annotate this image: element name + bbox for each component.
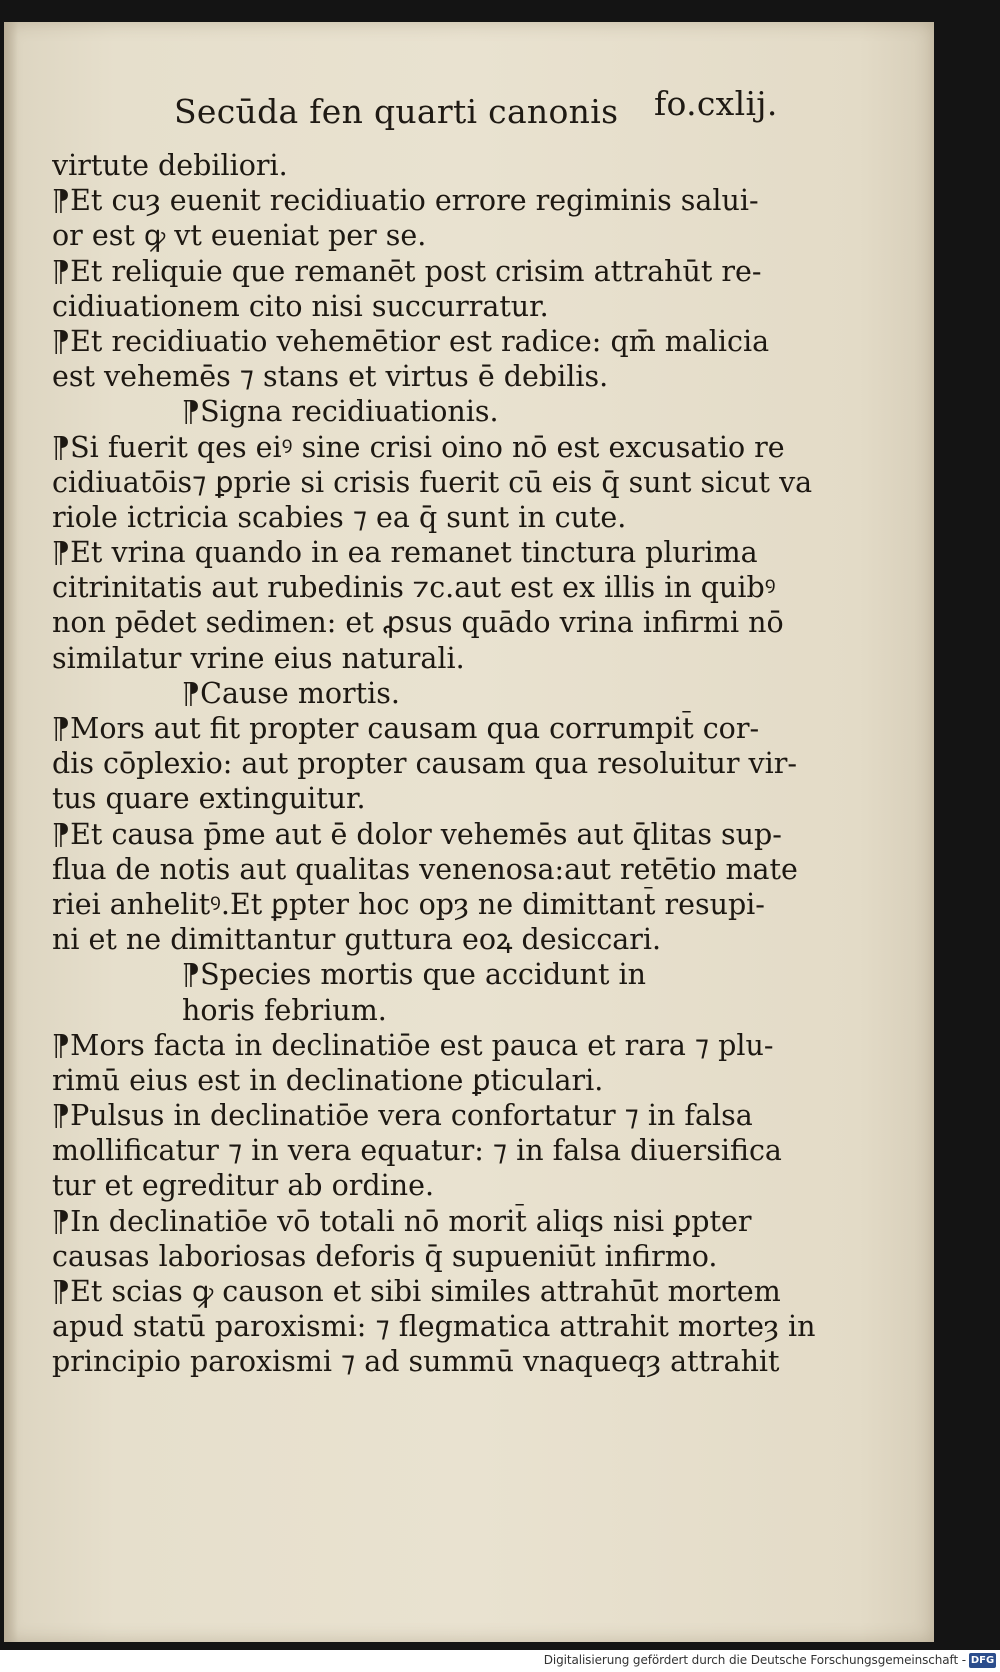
text-line: mollificatur ⁊ in vera equatur: ⁊ in falsa diuersifica <box>52 1134 782 1168</box>
text-line: ⁋Cause mortis. <box>182 676 400 710</box>
text-line: horis febrium. <box>182 993 387 1027</box>
text-line: or est ꝙ vt eueniat per se. <box>52 219 427 253</box>
footer-credit: Digitalisierung gefördert durch die Deutsche Forschungsgemeinschaft - <box>543 1653 966 1667</box>
text-line: ⁋Et vrina quando in ea remanet tinctura plurima <box>52 536 758 570</box>
folio-number: fo.cxlij. <box>654 84 778 123</box>
text-line: non pēdet sedimen: et ꝓsus quādo vrina infirmi nō <box>52 606 784 640</box>
running-head <box>174 84 814 134</box>
text-line: apud statū paroxismi: ⁊ flegmatica attrahit morteȝ in <box>52 1310 816 1344</box>
text-line: cidiuationem cito nisi succurratur. <box>52 289 549 323</box>
text-line: riole ictricia scabies ⁊ ea q̄ sunt in cute. <box>52 500 627 534</box>
text-line: citrinitatis aut rubedinis ⁊c.aut est ex illis in quibꝰ <box>52 571 776 605</box>
text-line: ⁋Species mortis que accidunt in <box>182 958 646 992</box>
body-text <box>52 148 842 1380</box>
text-line: ⁋Et scias ꝙ causon et sibi similes attrahūt mortem <box>52 1275 781 1308</box>
digitization-footer <box>0 1650 1000 1672</box>
text-line: ⁋Et reliquie que remanēt post crisim attrahūt re- <box>52 254 762 288</box>
text-line: ⁋Pulsus in declinatiōe vera confortatur ⁊ in falsa <box>52 1099 753 1133</box>
text-line: ⁋Et recidiuatio vehemētior est radice: qm̄ malicia <box>52 324 770 358</box>
text-line: virtute debiliori. <box>52 149 288 182</box>
page-gutter-shadow <box>4 22 18 1642</box>
running-title: Secūda fen quarti canonis <box>174 92 619 131</box>
text-line: est vehemēs ⁊ stans et virtus ē debilis. <box>52 360 609 394</box>
text-line: ni et ne dimittantur guttura eoꝝ desiccari. <box>52 923 662 957</box>
text-line: similatur vrine eius naturali. <box>52 641 465 675</box>
text-line: tur et egreditur ab ordine. <box>52 1169 435 1203</box>
text-line: ⁋Mors aut fit propter causam qua corrumpit̄ cor- <box>52 712 760 745</box>
text-line: ⁋Et cuȝ euenit recidiuatio errore regiminis salui- <box>52 184 759 218</box>
text-line: tus quare extinguitur. <box>52 782 366 816</box>
text-line: riei anhelitꝰ.Et ꝑpter hoc opȝ ne dimittant̄ resupi- <box>52 887 765 921</box>
text-line: rimū eius est in declinatione ꝑticulari. <box>52 1063 604 1097</box>
text-line: ⁋Mors facta in declinatiōe est pauca et rara ⁊ plu- <box>52 1028 774 1062</box>
text-line: dis cōplexio: aut propter causam qua resoluitur vir- <box>52 747 798 781</box>
text-line: ⁋Si fuerit qes eiꝰ sine crisi oino nō est excusatio re <box>52 430 785 464</box>
text-line: causas laboriosas deforis q̄ supueniūt infirmo. <box>52 1239 718 1273</box>
text-line: ⁋In declinatiōe vō totali nō morit̄ aliqs nisi ꝑpter <box>52 1204 752 1238</box>
dfg-logo: DFG <box>970 1655 995 1666</box>
text-line: ⁋Et causa p̄me aut ē dolor vehemēs aut q̄litas sup- <box>52 817 782 851</box>
text-line: cidiuatōis⁊ ꝑprie si crisis fuerit cū eis q̄ sunt sicut va <box>52 465 813 499</box>
text-line: ⁋Signa recidiuationis. <box>182 395 499 429</box>
text-line: flua de notis aut qualitas venenosa:aut retētio mate <box>52 852 798 886</box>
book-page <box>4 22 934 1642</box>
text-line: principio paroxismi ⁊ ad summū vnaqueqȝ attrahit <box>52 1345 780 1379</box>
